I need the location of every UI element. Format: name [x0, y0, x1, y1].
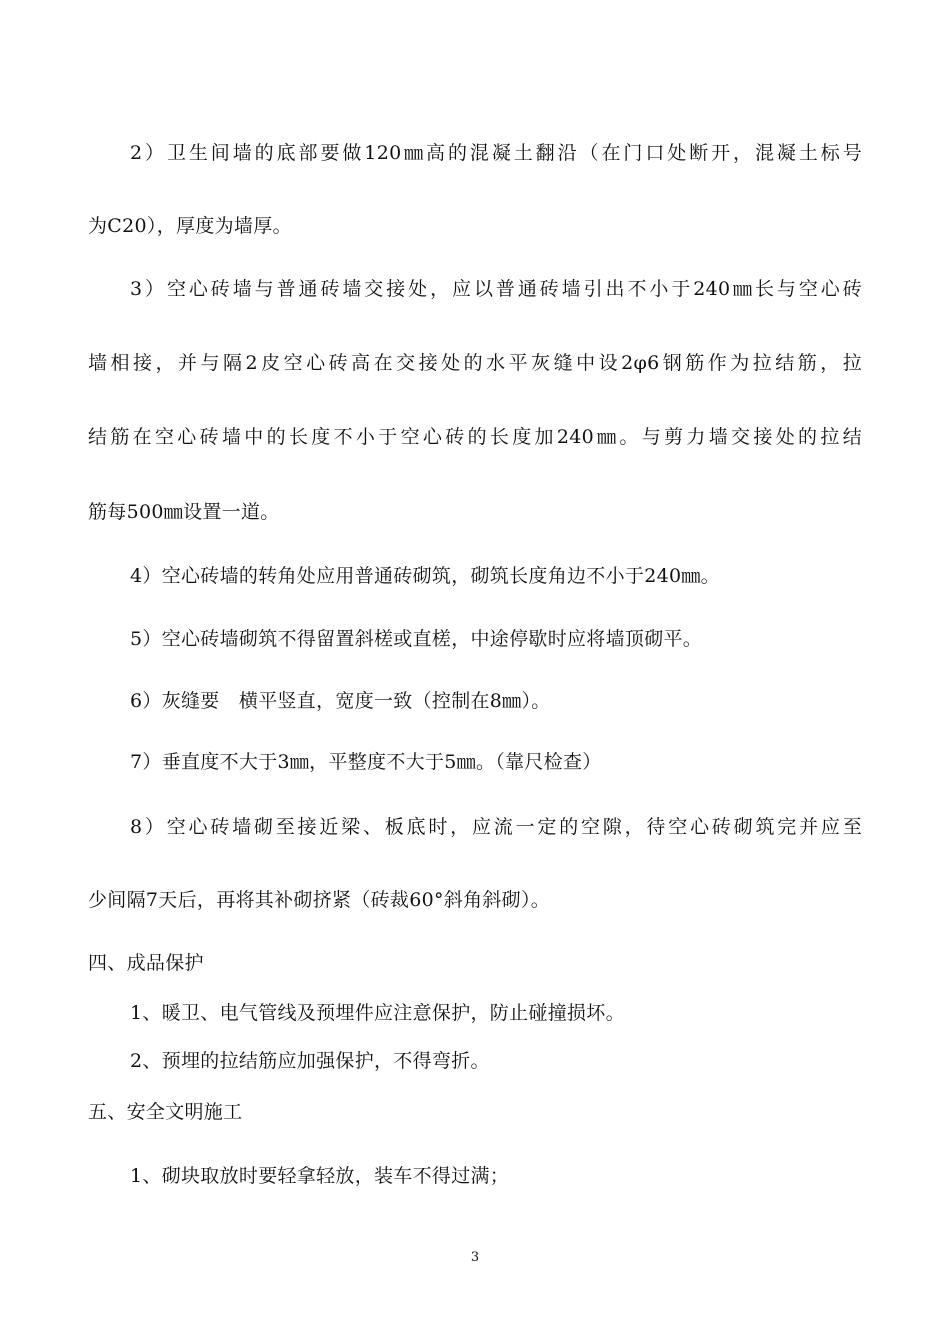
- paragraph-line: 少间隔7天后，再将其补砌挤紧（砖裁60°斜角斜砌）。: [88, 889, 551, 911]
- section-heading: 四、成品保护: [88, 952, 204, 974]
- section-heading: 五、安全文明施工: [88, 1101, 243, 1123]
- paragraph-line: 8）空心砖墙砌至接近梁、板底时，应流一定的空隙，待空心砖砌筑完并应至: [130, 816, 862, 838]
- paragraph-line: 筋每500㎜设置一道。: [88, 501, 280, 523]
- paragraph-line: 结筋在空心砖墙中的长度不小于空心砖的长度加240㎜。与剪力墙交接处的拉结: [88, 426, 862, 448]
- list-item: 1、暖卫、电气管线及预埋件应注意保护，防止碰撞损坏。: [130, 1002, 625, 1024]
- paragraph-line: 墙相接，并与隔2皮空心砖高在交接处的水平灰缝中设2φ6钢筋作为拉结筋，拉: [88, 352, 862, 374]
- list-item: 2、预埋的拉结筋应加强保护，不得弯折。: [130, 1050, 490, 1072]
- paragraph-line: 6）灰缝要 横平竖直，宽度一致（控制在8㎜）。: [130, 690, 551, 712]
- list-item: 1、砌块取放时要轻拿轻放，装车不得过满；: [130, 1165, 510, 1187]
- paragraph-line: 4）空心砖墙的转角处应用普通砖砌筑，砌筑长度角边不小于240㎜。: [130, 565, 720, 587]
- paragraph-line: 7）垂直度不大于3㎜，平整度不大于5㎜。（靠尺检查）: [130, 751, 602, 773]
- paragraph-line: 2）卫生间墙的底部要做120㎜高的混凝土翻沿（在门口处断开，混凝土标号: [130, 142, 862, 164]
- page-number: 3: [470, 1250, 480, 1265]
- paragraph-line: 为C20），厚度为墙厚。: [88, 215, 292, 237]
- paragraph-line: 3）空心砖墙与普通砖墙交接处，应以普通砖墙引出不小于240㎜长与空心砖: [130, 278, 862, 300]
- paragraph-line: 5）空心砖墙砌筑不得留置斜槎或直槎，中途停歇时应将墙顶砌平。: [130, 628, 703, 650]
